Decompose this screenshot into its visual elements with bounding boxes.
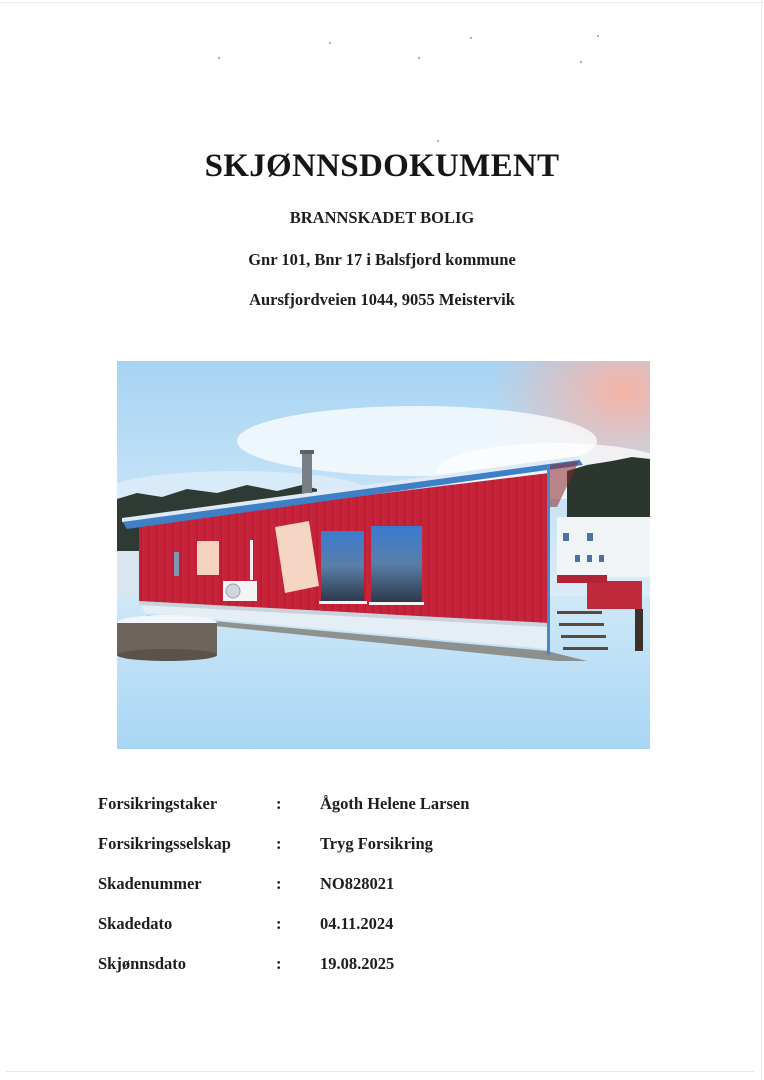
info-value: 19.08.2025 bbox=[320, 954, 395, 973]
document-title: SKJØNNSDOKUMENT bbox=[204, 148, 560, 184]
property-address: Aursfjordveien 1044, 9055 Meistervik bbox=[249, 290, 515, 309]
scan-speck bbox=[329, 42, 331, 44]
info-value: Tryg Forsikring bbox=[320, 834, 433, 853]
info-label: Skadedato bbox=[98, 914, 173, 933]
info-separator: : bbox=[276, 914, 282, 933]
info-value: Ågoth Helene Larsen bbox=[320, 794, 470, 813]
info-value: 04.11.2024 bbox=[320, 914, 394, 933]
info-label: Skadenummer bbox=[98, 874, 202, 893]
info-separator: : bbox=[276, 834, 282, 853]
info-separator: : bbox=[276, 874, 282, 893]
info-separator: : bbox=[276, 954, 282, 973]
document-subtitle: BRANNSKADET BOLIG bbox=[289, 208, 475, 227]
info-label: Forsikringsselskap bbox=[98, 834, 231, 853]
scan-speck bbox=[437, 140, 439, 142]
scan-speck bbox=[580, 61, 582, 63]
info-label: Forsikringstaker bbox=[98, 794, 218, 813]
info-value: NO828021 bbox=[320, 874, 395, 893]
scan-speck bbox=[470, 37, 472, 39]
scan-speck bbox=[597, 35, 599, 37]
page-edge-bottom bbox=[6, 1071, 754, 1072]
property-id: Gnr 101, Bnr 17 i Balsfjord kommune bbox=[248, 250, 516, 269]
scan-speck bbox=[218, 57, 220, 59]
info-label: Skjønnsdato bbox=[98, 954, 187, 973]
info-separator: : bbox=[276, 794, 282, 813]
house-photo bbox=[117, 361, 650, 749]
page-edge-top bbox=[0, 2, 764, 3]
scan-speck bbox=[418, 57, 420, 59]
